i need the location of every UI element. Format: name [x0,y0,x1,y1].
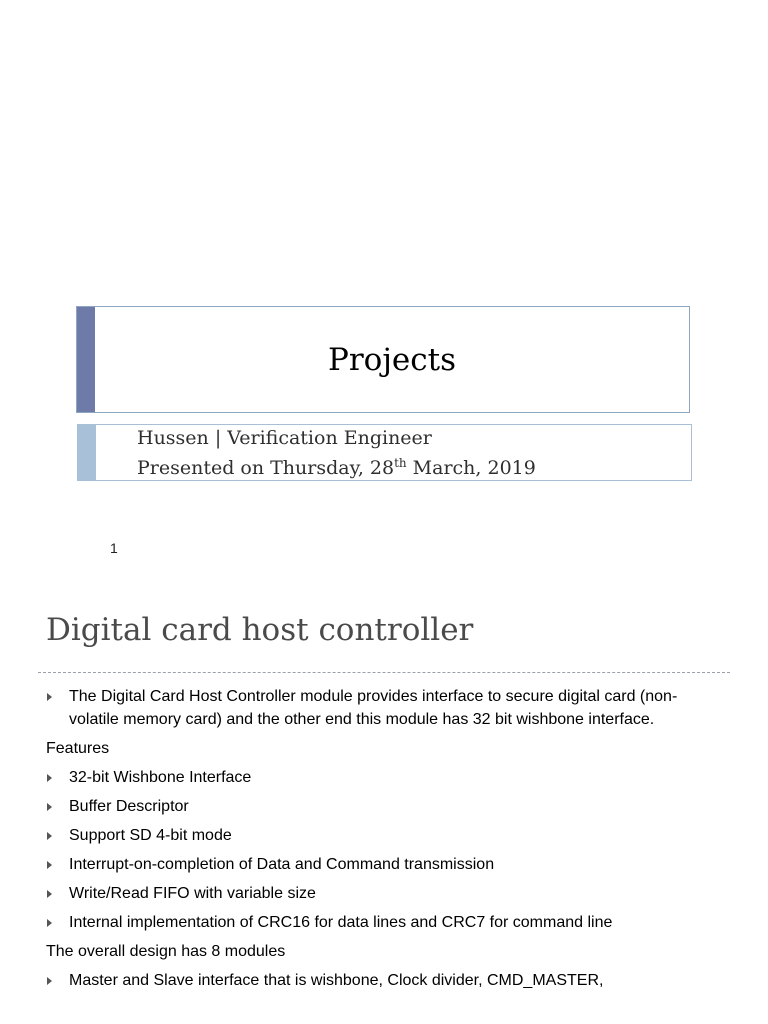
bullet-arrow-icon [47,977,52,985]
date-line [137,457,536,479]
feature-item [46,882,718,905]
feature-text: 32-bit Wishbone Interface [69,769,252,786]
bullet-arrow-icon [47,832,52,840]
slide-body [46,685,718,998]
presenter-line: Hussen | Verification Engineer [137,427,432,449]
bullet-arrow-icon [47,803,52,811]
feature-item [46,766,718,789]
feature-item [46,853,718,876]
bullet-arrow-icon [47,774,52,782]
title-accent-bar [77,307,95,412]
subtitle-accent-bar [78,425,96,480]
feature-text: Write/Read FIFO with variable size [69,885,316,902]
modules-heading: The overall design has 8 modules [46,943,286,960]
content-slide-title: Digital card host controller [46,612,474,648]
feature-item [46,911,718,934]
title-box [76,306,690,413]
features-heading: Features [46,740,110,757]
bullet-arrow-icon [47,693,52,701]
bullet-item-intro [46,685,718,731]
date-prefix: Presented on Thursday, 28 [137,457,395,479]
slide-number: 1 [110,540,118,556]
feature-item [46,824,718,847]
title-divider [38,672,730,673]
feature-text: Internal implementation of CRC16 for data lines and CRC7 for command line [69,914,613,931]
slide-title: Projects [327,341,457,378]
feature-text: Interrupt-on-completion of Data and Command transmission [69,856,495,873]
feature-text: Support SD 4-bit mode [69,827,232,844]
bullet-arrow-icon [47,919,52,927]
date-suffix: March, 2019 [406,457,536,479]
content-slide [0,584,768,1024]
bullet-arrow-icon [47,861,52,869]
subtitle-box [77,424,692,481]
feature-text: Buffer Descriptor [69,798,189,815]
bullet-text: The Digital Card Host Controller module provides interface to secure digital card (non-volatile memory card) and the other end this module has 32 bit wishbone interface. [69,688,678,728]
date-ordinal: th [394,456,407,470]
bullet-text: Master and Slave interface that is wishbone, Clock divider, CMD_MASTER, [69,972,604,989]
bullet-arrow-icon [47,890,52,898]
bullet-item-modules [46,969,718,992]
feature-item [46,795,718,818]
